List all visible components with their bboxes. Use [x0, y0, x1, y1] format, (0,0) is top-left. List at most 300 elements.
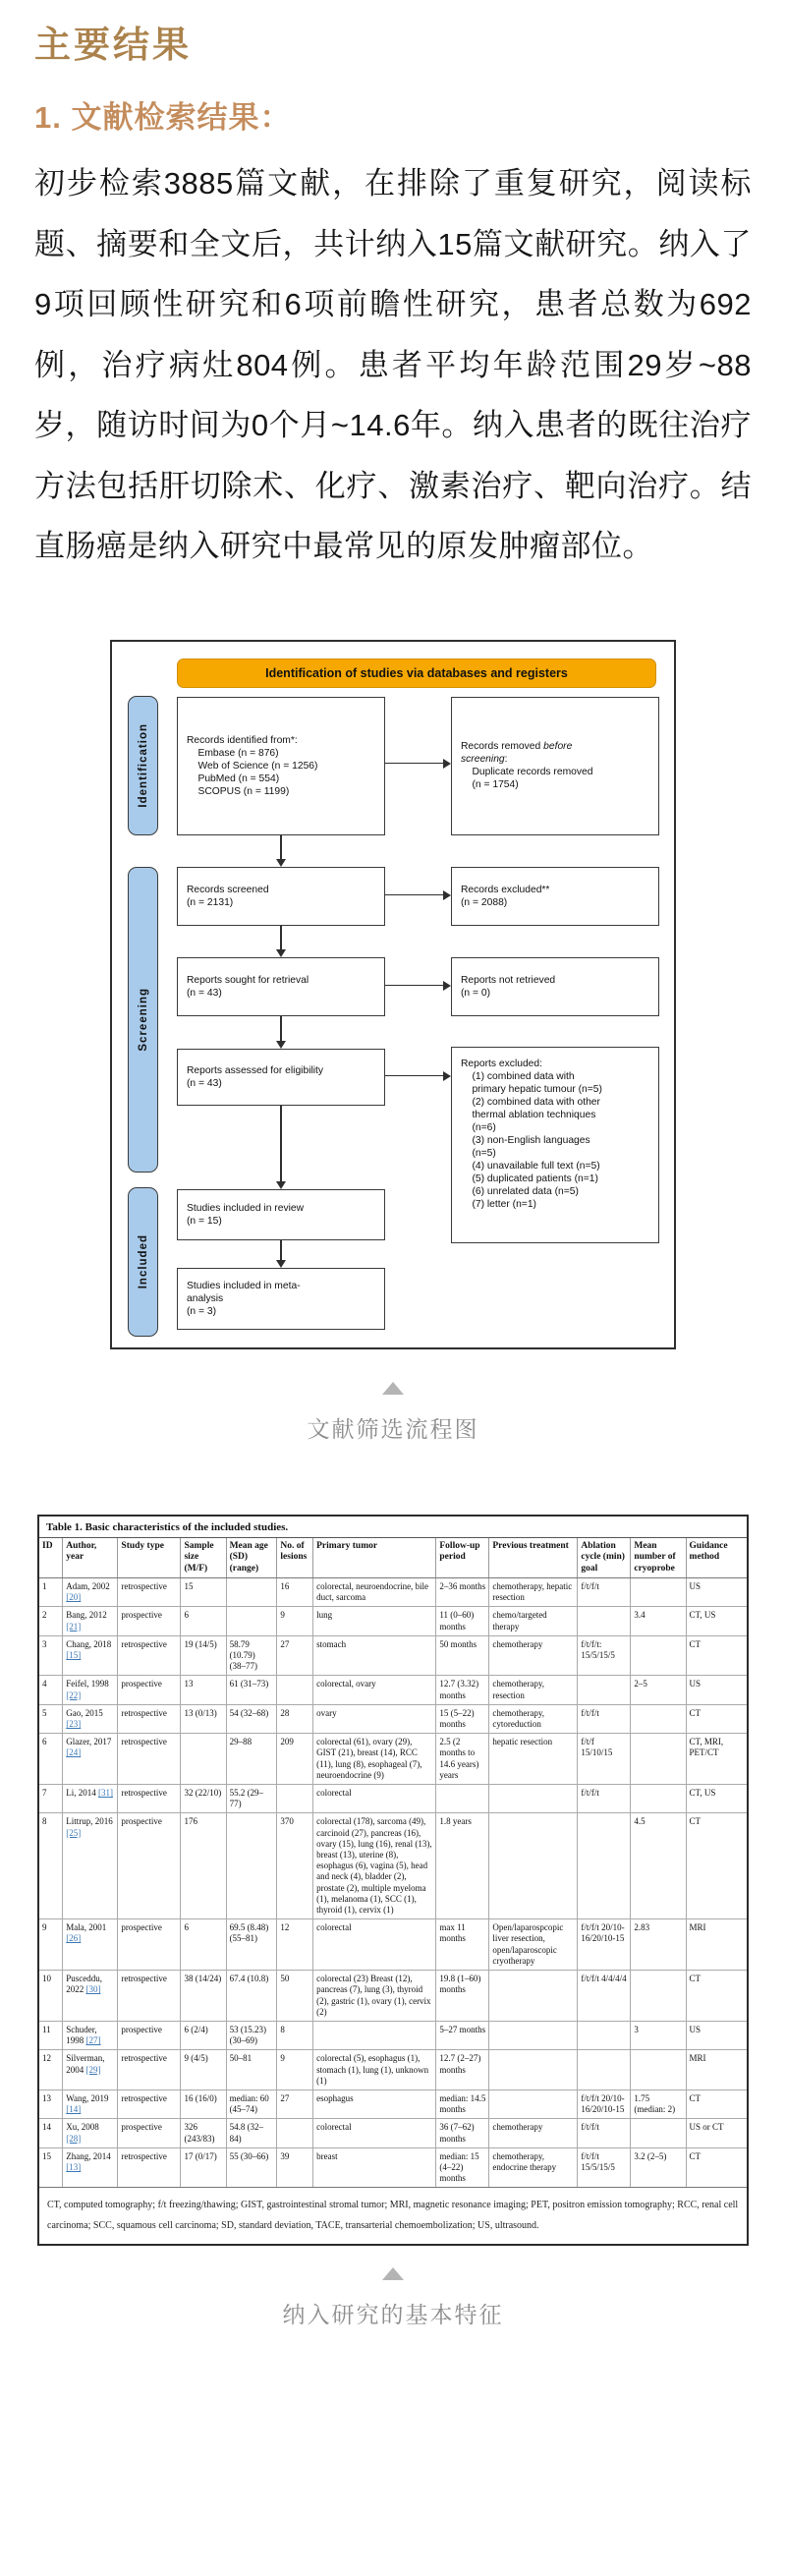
table-cell: 27	[277, 1635, 313, 1676]
flow-box-line: Studies included in meta-	[187, 1280, 301, 1291]
table-cell: 32 (22/10)	[181, 1785, 226, 1813]
table-cell	[631, 2119, 686, 2147]
table-cell	[489, 2050, 578, 2090]
flow-box-line: (n = 2131)	[187, 896, 234, 908]
table-cell: 55 (30–66)	[226, 2147, 277, 2188]
table-cell	[489, 1785, 578, 1813]
flow-box-reports-excluded-reasons	[451, 1047, 659, 1243]
table-cell: colorectal (5), esophagus (1), stomach (1), lung (1), unknown (1)	[313, 2050, 436, 2090]
flow-box-line: Records removed before	[461, 741, 573, 752]
flow-box-included-meta	[177, 1268, 385, 1330]
table-cell: f/t/f/t 4/4/4/4	[578, 1971, 631, 2022]
table-cell: f/t/f/t	[578, 2119, 631, 2147]
stage-bar-identification	[128, 696, 158, 835]
table-cell: CT	[686, 1635, 747, 1676]
table-row	[39, 1676, 747, 1704]
table-cell: 17 (0/17)	[181, 2147, 226, 2188]
table-cell	[489, 2021, 578, 2049]
table-cell: 50–81	[226, 2050, 277, 2090]
flow-box-line: SCOPUS (n = 1199)	[187, 785, 290, 797]
table-body	[39, 1578, 747, 2188]
flow-box-line: Duplicate records removed	[461, 767, 593, 777]
table-title: Table 1. Basic characteristics of the included studies.	[39, 1517, 747, 1538]
flow-box-records-screened	[177, 867, 385, 926]
table-row	[39, 1919, 747, 1971]
table-cell: 12	[39, 2050, 63, 2090]
down-arrow-3	[280, 1016, 282, 1041]
table-cell: colorectal (23) Breast (12), pancreas (7), lung (3), thyroid (2), gastric (1), ovary (1), cervix (2)	[313, 1971, 436, 2022]
table-cell: f/t/f/t 20/10-16/20/10-15	[578, 1919, 631, 1971]
table-header-cell: Ablation cycle (min) goal	[578, 1538, 631, 1578]
table-header-cell: Study type	[118, 1538, 181, 1578]
table-cell: 4	[39, 1676, 63, 1704]
article-body	[0, 22, 786, 577]
flow-box-line: Reports assessed for eligibility	[187, 1064, 324, 1076]
table-cell	[631, 1971, 686, 2022]
table-cell: lung	[313, 1607, 436, 1635]
flow-box-line: thermal ablation techniques	[461, 1109, 596, 1120]
flow-header-band: Identification of studies via databases and registers	[177, 658, 656, 688]
table-cell: 54.8 (32–84)	[226, 2119, 277, 2147]
table-cell: colorectal	[313, 1785, 436, 1813]
table-cell: 12	[277, 1919, 313, 1971]
flow-box-records-excluded	[451, 867, 659, 926]
table-cell: esophagus	[313, 2089, 436, 2118]
table-cell: 15	[181, 1578, 226, 1607]
citation-ref[interactable]: [23]	[66, 1719, 82, 1730]
prisma-flow-diagram	[110, 640, 676, 1349]
table-cell: 5	[39, 1704, 63, 1733]
table-cell: 9	[277, 1607, 313, 1635]
table-cell: 8	[39, 1813, 63, 1919]
table-cell: CT	[686, 2147, 747, 2188]
table-cell	[489, 1813, 578, 1919]
table-cell: retrospective	[118, 1635, 181, 1676]
table-cell: Silverman, 2004 [29]	[63, 2050, 118, 2090]
table-row	[39, 1704, 747, 1733]
flow-box-line: (n = 1754)	[461, 779, 519, 790]
table-cell: 55.2 (29–77)	[226, 1785, 277, 1813]
table-cell: 2.83	[631, 1919, 686, 1971]
table-header-cell: Follow-up period	[436, 1538, 489, 1578]
table-cell: stomach	[313, 1635, 436, 1676]
paragraph: 初步检索3885篇文献，在排除了重复研究，阅读标题、摘要和全文后，共计纳入15篇文献研究。纳入了9项回顾性研究和6项前瞻性研究，患者总数为692例，治疗病灶804例。患者平均年龄范围29岁~88岁，随访时间为0个月~14.6年。纳入患者的既往治疗方法包括肝切除术、化疗、激素治疗、靶向治疗。结直肠癌是纳入研究中最常见的原发肿瘤部位。	[34, 166, 752, 563]
flow-box-line: (n = 3)	[187, 1305, 217, 1317]
table-cell: 3.4	[631, 1607, 686, 1635]
flow-box-line: (7) letter (n=1)	[461, 1198, 536, 1210]
table-cell: CT, MRI, PET/CT	[686, 1734, 747, 1785]
flow-box-line: (1) combined data with	[461, 1070, 575, 1082]
table-cell: 13 (0/13)	[181, 1704, 226, 1733]
stage-label-identification: Identification	[137, 722, 149, 808]
citation-ref[interactable]: [15]	[66, 1650, 82, 1661]
table-header-cell: Author, year	[63, 1538, 118, 1578]
collapse-triangle-icon	[382, 2267, 404, 2280]
table-cell: chemotherapy, resection	[489, 1676, 578, 1704]
table-cell: 6	[181, 1919, 226, 1971]
table-cell: 50	[277, 1971, 313, 2022]
flow-box-line: Records identified from*:	[187, 734, 298, 746]
table-cell: prospective	[118, 2119, 181, 2147]
table-cell: ovary	[313, 1704, 436, 1733]
table-cell: Zhang, 2014 [13]	[63, 2147, 118, 2188]
table-header-row	[39, 1538, 747, 1578]
table-cell: 326 (243/83)	[181, 2119, 226, 2147]
table-footnote: CT, computed tomography; f/t freezing/thawing; GIST, gastrointestinal stromal tumor; MRI, magnetic resonance imaging; PET, positron emission tomography; RCC, renal cell carcinoma; SCC, squamous cell carcinoma; SD, standard deviation, TACE, transarterial chemoembolization; US, ultrasound.	[47, 2200, 739, 2232]
table-cell: colorectal (178), sarcoma (49), carcinoid (27), pancreas (16), ovary (15), lung (16), renal (13), breast (13), uterine (8), esophagus (6), vagina (5), head and neck (4), bladder (2), prostate (2), multiple myeloma (1), melanoma (1), SCC (1), thyroid (1), cervix (1)	[313, 1813, 436, 1919]
table-cell: f/t/f 15/10/15	[578, 1734, 631, 1785]
table-cell: 7	[39, 1785, 63, 1813]
table-row	[39, 1578, 747, 1607]
citation-ref[interactable]: [25]	[66, 1827, 82, 1838]
table-cell: Bang, 2012 [21]	[63, 1607, 118, 1635]
flow-box-line: (n = 43)	[187, 1077, 222, 1089]
table-cell: chemotherapy, endocrine therapy	[489, 2147, 578, 2188]
table-row	[39, 1734, 747, 1785]
table-cell: 5–27 months	[436, 2021, 489, 2049]
citation-ref[interactable]: [28]	[66, 2133, 82, 2144]
table-cell: retrospective	[118, 1578, 181, 1607]
table-cell	[631, 1578, 686, 1607]
right-arrow-2	[385, 894, 444, 896]
table-cell: Gao, 2015 [23]	[63, 1704, 118, 1733]
table-cell: CT	[686, 1704, 747, 1733]
study-characteristics-table	[37, 1515, 749, 2247]
table-cell	[489, 2089, 578, 2118]
flow-box-line: (n = 2088)	[461, 896, 508, 908]
table-cell: US	[686, 1676, 747, 1704]
table-row	[39, 2147, 747, 2188]
table-cell: 1.75 (median: 2)	[631, 2089, 686, 2118]
table-cell	[277, 1785, 313, 1813]
table-cell: prospective	[118, 1676, 181, 1704]
table-cell	[631, 1785, 686, 1813]
stage-label-screening: Screening	[137, 987, 149, 1052]
table-cell	[631, 1704, 686, 1733]
table-cell: 12.7 (3.32) months	[436, 1676, 489, 1704]
table-cell: 209	[277, 1734, 313, 1785]
table-cell: Schuder, 1998 [27]	[63, 2021, 118, 2049]
table-cell	[578, 1813, 631, 1919]
table-cell: prospective	[118, 1607, 181, 1635]
flow-box-reports-not-retrieved	[451, 957, 659, 1016]
table-cell: chemo/targeted therapy	[489, 1607, 578, 1635]
table-cell: retrospective	[118, 2147, 181, 2188]
table-cell: retrospective	[118, 1734, 181, 1785]
table-header-cell: Sample size (M/F)	[181, 1538, 226, 1578]
table-cell: 29–88	[226, 1734, 277, 1785]
flow-box-records-removed	[451, 697, 659, 835]
down-arrow-5	[280, 1240, 282, 1260]
citation-ref[interactable]: [21]	[66, 1621, 82, 1631]
table-cell: hepatic resection	[489, 1734, 578, 1785]
flow-box-line: (n = 0)	[461, 987, 491, 999]
table-cell: retrospective	[118, 2089, 181, 2118]
table-cell: CT	[686, 1971, 747, 2022]
table-cell	[436, 1785, 489, 1813]
table-cell	[631, 1734, 686, 1785]
table-cell: Feifel, 1998 [22]	[63, 1676, 118, 1704]
citation-ref[interactable]: [22]	[66, 1689, 82, 1700]
citation-ref[interactable]: [24]	[66, 1747, 82, 1758]
table-cell: chemotherapy, cytoreduction	[489, 1704, 578, 1733]
flowchart-caption: 文献筛选流程图	[307, 1415, 479, 1442]
table-cell: 2–5	[631, 1676, 686, 1704]
table-header-cell: Mean number of cryoprobe	[631, 1538, 686, 1578]
flow-box-line: (n = 43)	[187, 987, 222, 999]
table-cell: 3	[39, 1635, 63, 1676]
table-cell: max 11 months	[436, 1919, 489, 1971]
table-cell: median: 15 (4–22) months	[436, 2147, 489, 2188]
table-cell: Pusceddu, 2022 [30]	[63, 1971, 118, 2022]
table-cell: f/t/f/t 20/10-16/20/10-15	[578, 2089, 631, 2118]
flow-box-line: screening:	[461, 754, 508, 765]
table-row	[39, 2050, 747, 2090]
table-cell: colorectal (61), ovary (29), GIST (21), breast (14), RCC (11), lung (8), esophageal (7), neuroendocrine (9)	[313, 1734, 436, 1785]
table-cell: Mala, 2001 [26]	[63, 1919, 118, 1971]
table-cell: 3	[631, 2021, 686, 2049]
table-row	[39, 1813, 747, 1919]
citation-ref[interactable]: [20]	[66, 1592, 82, 1603]
table-cell: 1.8 years	[436, 1813, 489, 1919]
table-cell: Open/laparospcopic liver resection, open/laparoscopic cryotherapy	[489, 1919, 578, 1971]
table-cell: f/t/f/t	[578, 1578, 631, 1607]
table-row	[39, 1785, 747, 1813]
table-cell: 39	[277, 2147, 313, 2188]
table-cell: 14	[39, 2119, 63, 2147]
table-header-cell: Guidance method	[686, 1538, 747, 1578]
flow-box-records-identified	[177, 697, 385, 835]
citation-ref[interactable]: [14]	[66, 2104, 82, 2115]
right-arrow-4	[385, 1075, 444, 1077]
table-cell: colorectal, neuroendocrine, bile duct, sarcoma	[313, 1578, 436, 1607]
flow-box-included-review	[177, 1189, 385, 1240]
flow-box-line: Embase (n = 876)	[187, 747, 279, 759]
citation-ref[interactable]: [31]	[98, 1788, 113, 1799]
table-cell: Li, 2014 [31]	[63, 1785, 118, 1813]
page-title: 主要结果	[34, 23, 192, 66]
table-cell	[631, 2050, 686, 2090]
flow-box-line: analysis	[187, 1292, 224, 1304]
table-cell: colorectal	[313, 1919, 436, 1971]
table-cell	[226, 1813, 277, 1919]
table-cell: chemotherapy	[489, 2119, 578, 2147]
right-arrow-3	[385, 985, 444, 987]
table-cell: US or CT	[686, 2119, 747, 2147]
flow-box-line: Reports not retrieved	[461, 974, 556, 986]
table-cell: breast	[313, 2147, 436, 2188]
table-cell: Chang, 2018 [15]	[63, 1635, 118, 1676]
table-cell: 69.5 (8.48) (55–81)	[226, 1919, 277, 1971]
flow-box-line: PubMed (n = 554)	[187, 773, 280, 784]
table-cell: 61 (31–73)	[226, 1676, 277, 1704]
table-grid	[39, 1538, 747, 2189]
citation-ref[interactable]: [30]	[85, 1984, 101, 1995]
table-cell: 15 (5–22) months	[436, 1704, 489, 1733]
flow-box-line: Reports excluded:	[461, 1058, 542, 1069]
table-cell: 12.7 (2–27) months	[436, 2050, 489, 2090]
table-header-cell: Previous treatment	[489, 1538, 578, 1578]
table-cell: 28	[277, 1704, 313, 1733]
table-cell: 8	[277, 2021, 313, 2049]
flow-box-line: Reports sought for retrieval	[187, 974, 309, 986]
table-cell: 13	[39, 2089, 63, 2118]
table-cell: Xu, 2008 [28]	[63, 2119, 118, 2147]
table-cell: 53 (15.23) (30–69)	[226, 2021, 277, 2049]
table-cell: 1	[39, 1578, 63, 1607]
table-cell	[226, 1607, 277, 1635]
table-cell: 2.5 (2 months to 14.6 years) years	[436, 1734, 489, 1785]
table-cell: 2–36 months	[436, 1578, 489, 1607]
flow-box-line: (3) non-English languages	[461, 1134, 590, 1146]
table-cell	[313, 2021, 436, 2049]
table-cell	[578, 2050, 631, 2090]
table-cell: chemotherapy, hepatic resection	[489, 1578, 578, 1607]
table-cell: MRI	[686, 1919, 747, 1971]
table-cell: 11 (0–60) months	[436, 1607, 489, 1635]
table-cell: 54 (32–68)	[226, 1704, 277, 1733]
flow-box-reports-sought	[177, 957, 385, 1016]
table-row	[39, 2119, 747, 2147]
table-cell: 11	[39, 2021, 63, 2049]
table-cell: US	[686, 2021, 747, 2049]
flow-box-line: (n=5)	[461, 1147, 496, 1159]
table-cell: 3.2 (2–5)	[631, 2147, 686, 2188]
table-cell: 36 (7–62) months	[436, 2119, 489, 2147]
flow-box-line: (n=6)	[461, 1121, 496, 1133]
table-row	[39, 1635, 747, 1676]
table-cell	[578, 1676, 631, 1704]
table-cell: prospective	[118, 2021, 181, 2049]
table-cell: prospective	[118, 1813, 181, 1919]
table-cell: CT, US	[686, 1785, 747, 1813]
table-cell: f/t/f/t 15/5/15/5	[578, 2147, 631, 2188]
stage-bar-included	[128, 1187, 158, 1337]
flow-box-line: Web of Science (n = 1256)	[187, 760, 318, 772]
table-cell: Glazer, 2017 [24]	[63, 1734, 118, 1785]
table-cell: Littrup, 2016 [25]	[63, 1813, 118, 1919]
table-cell: 9	[39, 1919, 63, 1971]
table-cell: retrospective	[118, 2050, 181, 2090]
table-cell: Wang, 2019 [14]	[63, 2089, 118, 2118]
table-cell: 15	[39, 2147, 63, 2188]
table-cell: 6	[181, 1607, 226, 1635]
stage-bar-screening	[128, 867, 158, 1173]
table-cell: 6 (2/4)	[181, 2021, 226, 2049]
table-cell: 58.79 (10.79) (38–77)	[226, 1635, 277, 1676]
table-cell: f/t/f/t	[578, 1704, 631, 1733]
table-cell: 13	[181, 1676, 226, 1704]
flow-box-line: primary hepatic tumour (n=5)	[461, 1083, 602, 1095]
table-cell: 9	[277, 2050, 313, 2090]
table-cell: Adam, 2002 [20]	[63, 1578, 118, 1607]
table-cell: 2	[39, 1607, 63, 1635]
flow-box-reports-assessed	[177, 1049, 385, 1106]
table-cell: 19.8 (1–60) months	[436, 1971, 489, 2022]
table-cell: 6	[39, 1734, 63, 1785]
table-cell: 16 (16/0)	[181, 2089, 226, 2118]
table-header	[39, 1538, 747, 1578]
table-cell: retrospective	[118, 1785, 181, 1813]
table-cell	[578, 2021, 631, 2049]
table-cell: 370	[277, 1813, 313, 1919]
down-arrow-4	[280, 1106, 282, 1181]
table-cell: 10	[39, 1971, 63, 2022]
flow-box-line: (n = 15)	[187, 1215, 222, 1227]
citation-ref[interactable]: [29]	[85, 2064, 101, 2075]
table-cell	[277, 2119, 313, 2147]
table-header-cell: ID	[39, 1538, 63, 1578]
table-cell: f/t/f/t: 15/5/15/5	[578, 1635, 631, 1676]
table-cell: CT, US	[686, 1607, 747, 1635]
down-arrow-2	[280, 926, 282, 949]
right-arrow-1	[385, 763, 444, 765]
citation-ref[interactable]: [26]	[66, 1933, 82, 1944]
table-cell: 67.4 (10.8)	[226, 1971, 277, 2022]
table-cell: median: 60 (45–74)	[226, 2089, 277, 2118]
citation-ref[interactable]: [13]	[66, 2161, 82, 2172]
section-heading: 1. 文献检索结果：	[34, 100, 292, 135]
flow-box-line: (2) combined data with other	[461, 1096, 600, 1108]
table-header-cell: Mean age (SD) (range)	[226, 1538, 277, 1578]
table-cell: 176	[181, 1813, 226, 1919]
citation-ref[interactable]: [27]	[85, 2035, 101, 2046]
table-cell	[181, 1734, 226, 1785]
table-cell: chemotherapy	[489, 1635, 578, 1676]
table-cell: 38 (14/24)	[181, 1971, 226, 2022]
table-cell: colorectal, ovary	[313, 1676, 436, 1704]
table-cell	[489, 1971, 578, 2022]
table-cell	[631, 1635, 686, 1676]
flow-box-line: Records screened	[187, 884, 269, 895]
table-cell: f/t/f/t	[578, 1785, 631, 1813]
table-cell: CT	[686, 2089, 747, 2118]
table-row	[39, 2089, 747, 2118]
table-cell: prospective	[118, 1919, 181, 1971]
down-arrow-1	[280, 835, 282, 859]
table-cell: retrospective	[118, 1971, 181, 2022]
flow-box-line: (4) unavailable full text (n=5)	[461, 1160, 600, 1172]
table-cell: US	[686, 1578, 747, 1607]
collapse-triangle-icon	[382, 1382, 404, 1395]
flow-box-line: (5) duplicated patients (n=1)	[461, 1173, 598, 1184]
table-cell: MRI	[686, 2050, 747, 2090]
flow-box-line: Studies included in review	[187, 1202, 305, 1214]
table-header-cell: No. of lesions	[277, 1538, 313, 1578]
table-cell: 16	[277, 1578, 313, 1607]
table-row	[39, 1971, 747, 2022]
table-row	[39, 2021, 747, 2049]
table-caption: 纳入研究的基本特征	[282, 2302, 504, 2328]
table-cell: 9 (4/5)	[181, 2050, 226, 2090]
flow-box-line: Records excluded**	[461, 884, 550, 895]
table-cell: median: 14.5 months	[436, 2089, 489, 2118]
table-header-cell: Primary tumor	[313, 1538, 436, 1578]
table-cell: 27	[277, 2089, 313, 2118]
table-cell: colorectal	[313, 2119, 436, 2147]
table-cell: retrospective	[118, 1704, 181, 1733]
table-cell: 50 months	[436, 1635, 489, 1676]
flow-box-line: (6) unrelated data (n=5)	[461, 1185, 579, 1197]
table-cell	[578, 1607, 631, 1635]
table-cell	[277, 1676, 313, 1704]
table-row	[39, 1607, 747, 1635]
table-cell: CT	[686, 1813, 747, 1919]
table-cell	[226, 1578, 277, 1607]
table-cell: 4.5	[631, 1813, 686, 1919]
table-cell: 19 (14/5)	[181, 1635, 226, 1676]
stage-label-included: Included	[137, 1233, 149, 1289]
